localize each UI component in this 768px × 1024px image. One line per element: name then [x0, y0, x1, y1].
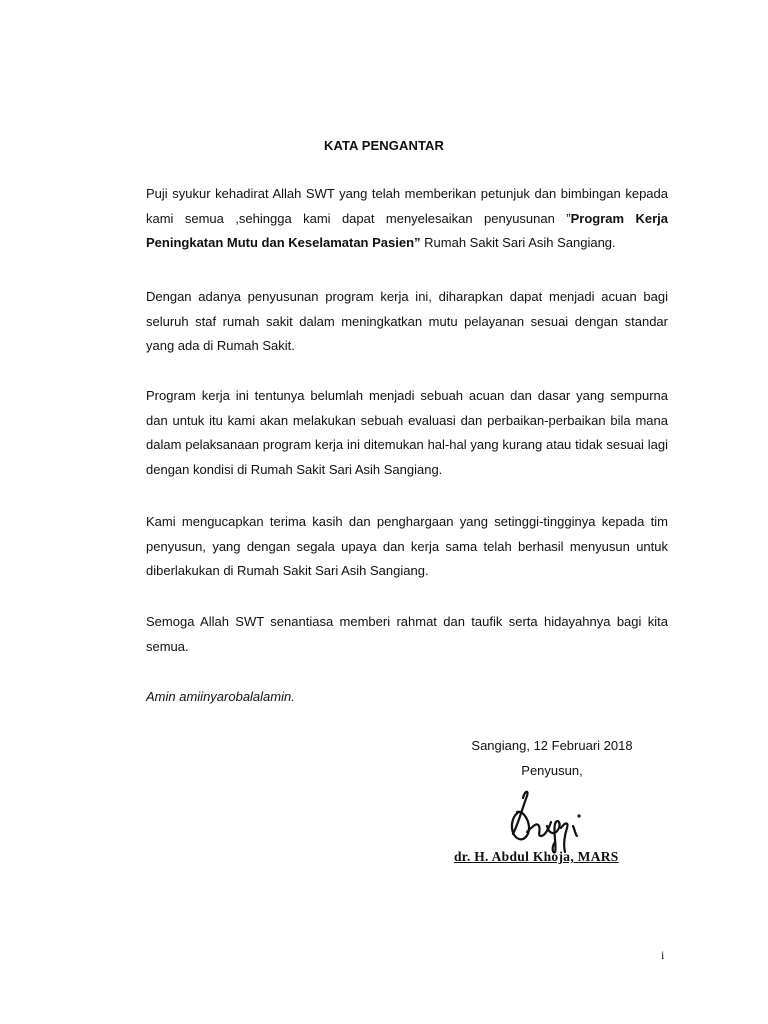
paragraph-4: Kami mengucapkan terima kasih dan penghargaan yang setinggi-tingginya kepada tim penyusun, yang dengan segala upaya dan kerja sama telah berhasil menyusun untuk diberlakukan di Rumah Sakit Sari Asih Sangiang. [146, 514, 668, 578]
paragraph-1 [146, 182, 668, 256]
paragraph-1-text: Puji syukur kehadirat Allah SWT yang telah memberikan petunjuk dan bimbingan kepada kami semua ,sehingga kami dapat menyelesaikan penyusunan ” [146, 186, 668, 226]
signer-role: Penyusun, [521, 763, 583, 778]
signer-name: dr. H. Abdul Khoja, MARS [454, 849, 619, 864]
closing-text: Amin amiinyarobalalamin. [146, 689, 295, 704]
handwritten-signature [505, 782, 605, 854]
document-title: KATA PENGANTAR [323, 138, 445, 153]
paragraph-3: Program kerja ini tentunya belumlah menjadi sebuah acuan dan dasar yang sempurna dan untuk itu kami akan melakukan sebuah evaluasi dan perbaikan-perbaikan bila mana dalam pelaksanaan program kerja ini ditemukan hal-hal yang kurang atau tidak sesuai lagi dengan kondisi di Rumah Sakit Sari Asih Sangiang. [146, 388, 668, 477]
place-date: Sangiang, 12 Februari 2018 [471, 738, 633, 753]
paragraph-1-end: Rumah Sakit Sari Asih Sangiang. [420, 235, 616, 250]
paragraph-2: Dengan adanya penyusunan program kerja ini, diharapkan dapat menjadi acuan bagi seluruh staf rumah sakit dalam meningkatkan mutu pelayanan sesuai dengan standar yang ada di Rumah Sakit. [146, 289, 668, 353]
program-title: Program Kerja Peningkatan Mutu dan Keselamatan Pasien” [146, 210, 669, 250]
page-number: i [661, 948, 665, 962]
paragraph-5: Semoga Allah SWT senantiasa memberi rahmat dan taufik serta hidayahnya bagi kita semua. [146, 614, 668, 654]
